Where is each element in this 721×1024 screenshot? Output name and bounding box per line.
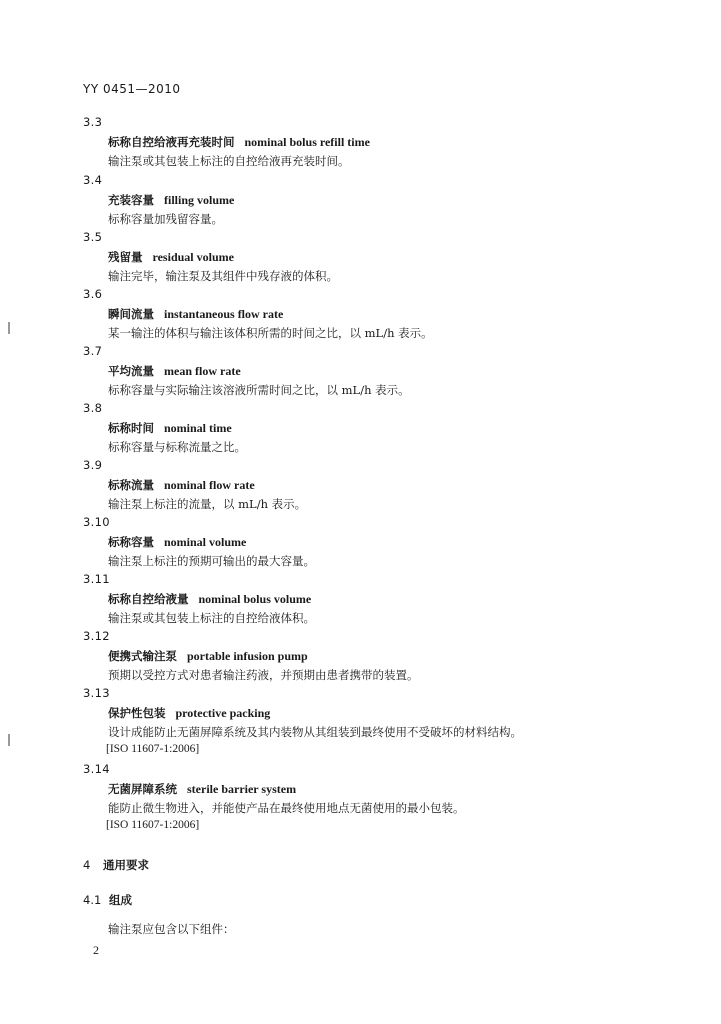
clause-number: 3.9 — [83, 458, 103, 472]
term-definition: 输注泵上标注的流量，以 mL/h 表示。 — [108, 497, 307, 511]
term-line — [108, 781, 296, 797]
term-english: nominal bolus refill time — [244, 135, 370, 149]
term-definition: 输注完毕，输注泵及其组件中残存液的体积。 — [108, 269, 338, 283]
term-english: nominal flow rate — [164, 478, 255, 492]
term-line — [108, 363, 241, 379]
standard-reference: [ISO 11607-1:2006] — [106, 743, 200, 755]
term-chinese: 平均流量 — [108, 364, 154, 378]
standard-reference: [ISO 11607-1:2006] — [106, 819, 200, 831]
clause-number: 3.13 — [83, 686, 110, 700]
term-line — [108, 192, 234, 208]
clause-number: 3.14 — [83, 762, 110, 776]
term-chinese: 标称自控给液再充装时间 — [108, 135, 235, 149]
term-chinese: 残留量 — [108, 250, 143, 264]
term-chinese: 标称自控给液量 — [108, 592, 189, 606]
term-english: sterile barrier system — [187, 782, 297, 796]
document-code: YY 0451—2010 — [83, 82, 181, 96]
term-chinese: 标称时间 — [108, 421, 154, 435]
clause-number: 3.12 — [83, 629, 110, 643]
term-line — [108, 534, 246, 550]
term-chinese: 充装容量 — [108, 193, 154, 207]
page-number: 2 — [93, 943, 99, 957]
term-definition: 能防止微生物进入，并能使产品在最终使用地点无菌使用的最小包装。 — [108, 801, 465, 815]
term-chinese: 标称容量 — [108, 535, 154, 549]
term-english: residual volume — [152, 250, 234, 264]
scan-artifact — [8, 734, 10, 746]
term-line — [108, 648, 308, 664]
term-chinese: 无菌屏障系统 — [108, 782, 177, 796]
section-title: 组成 — [109, 893, 132, 907]
term-definition: 某一输注的体积与输注该体积所需的时间之比，以 mL/h 表示。 — [108, 326, 433, 340]
term-definition: 标称容量与标称流量之比。 — [108, 440, 246, 454]
clause-number: 3.10 — [83, 515, 110, 529]
term-definition: 输注泵或其包装上标注的自控给液再充装时间。 — [108, 154, 350, 168]
term-line — [108, 134, 370, 150]
term-line — [108, 477, 255, 493]
clause-number: 3.7 — [83, 344, 103, 358]
term-definition: 预期以受控方式对患者输注药液，并预期由患者携带的装置。 — [108, 668, 419, 682]
term-definition: 设计成能防止无菌屏障系统及其内装物从其组装到最终使用不受破坏的材料结构。 — [108, 725, 522, 739]
term-line — [108, 306, 283, 322]
term-chinese: 瞬间流量 — [108, 307, 154, 321]
clause-number: 3.4 — [83, 173, 103, 187]
scan-artifact — [8, 322, 10, 334]
section-4-heading — [83, 857, 149, 873]
clause-number: 3.3 — [83, 115, 103, 129]
term-definition: 标称容量加残留容量。 — [108, 212, 223, 226]
term-chinese: 保护性包装 — [108, 706, 166, 720]
term-line — [108, 705, 270, 721]
term-definition: 标称容量与实际输注该溶液所需时间之比，以 mL/h 表示。 — [108, 383, 410, 397]
term-chinese: 标称流量 — [108, 478, 154, 492]
term-english: instantaneous flow rate — [164, 307, 284, 321]
clause-number: 3.8 — [83, 401, 103, 415]
term-line — [108, 591, 311, 607]
term-line — [108, 249, 234, 265]
term-line — [108, 420, 232, 436]
term-english: mean flow rate — [164, 364, 241, 378]
term-definition: 输注泵或其包装上标注的自控给液体积。 — [108, 611, 315, 625]
section-number: 4 — [83, 858, 91, 872]
section-number: 4.1 — [83, 893, 102, 907]
clause-number: 3.11 — [83, 572, 110, 586]
section-4-1-heading — [83, 892, 132, 908]
term-english: nominal volume — [164, 535, 247, 549]
section-4-1-body: 输注泵应包含以下组件： — [108, 922, 235, 936]
term-definition: 输注泵上标注的预期可输出的最大容量。 — [108, 554, 315, 568]
term-english: protective packing — [175, 706, 271, 720]
term-english: filling volume — [164, 193, 235, 207]
term-english: portable infusion pump — [187, 649, 308, 663]
term-chinese: 便携式输注泵 — [108, 649, 177, 663]
term-english: nominal bolus volume — [198, 592, 312, 606]
section-title: 通用要求 — [103, 858, 149, 872]
clause-number: 3.6 — [83, 287, 103, 301]
clause-number: 3.5 — [83, 230, 103, 244]
term-english: nominal time — [164, 421, 232, 435]
